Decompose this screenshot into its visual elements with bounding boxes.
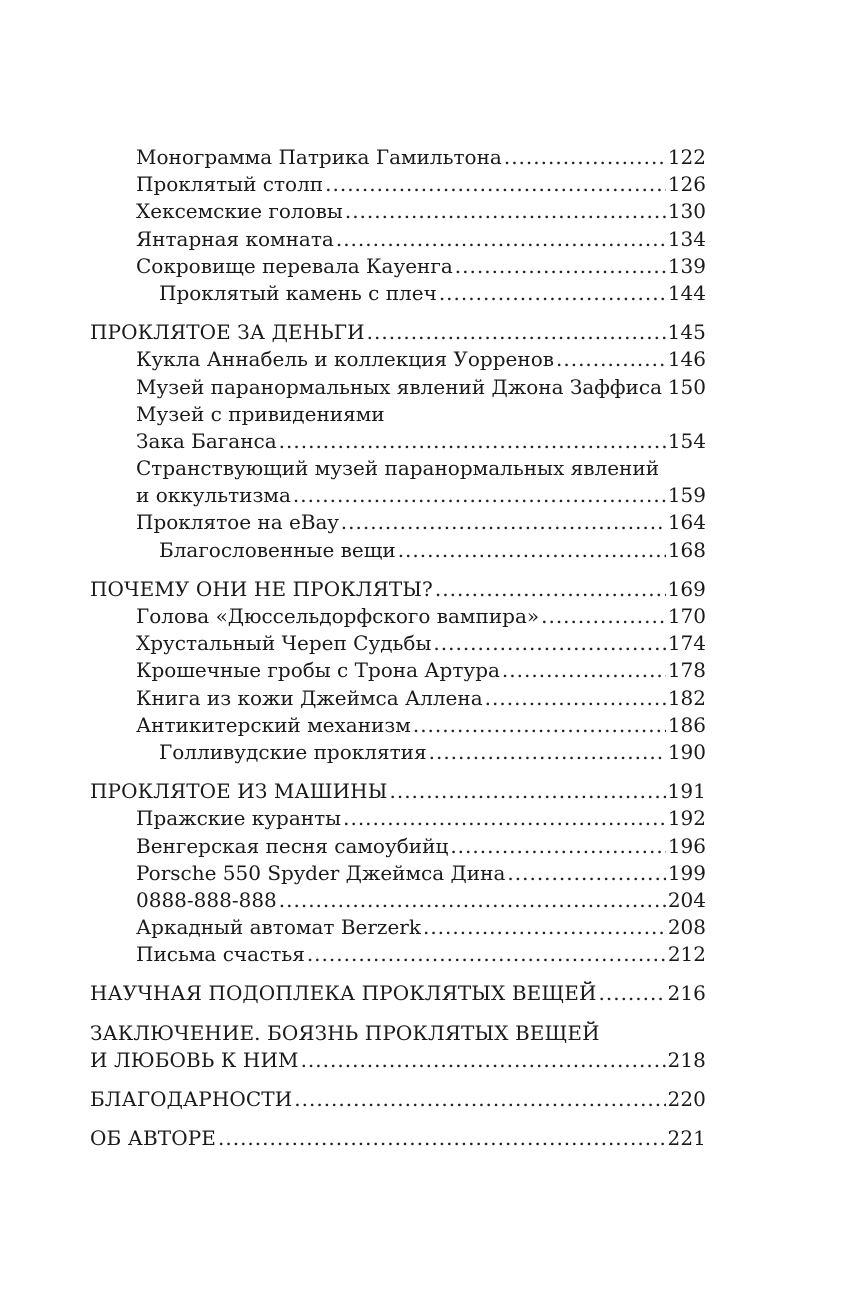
toc-page-number: 130	[667, 199, 706, 224]
toc-entry-title: НАУЧНАЯ ПОДОПЛЕКА ПРОКЛЯТЫХ ВЕЩЕЙ	[90, 981, 597, 1006]
toc-entry-title: Зака Баганса	[136, 428, 277, 453]
toc-entry[interactable]	[90, 833, 706, 860]
toc-page-number: 216	[667, 981, 706, 1006]
toc-entry[interactable]	[90, 805, 706, 832]
toc-entry-title: Монограмма Патрика Гамильтона	[136, 145, 502, 169]
dot-leader	[485, 685, 666, 712]
dot-leader	[389, 778, 665, 805]
dot-leader	[218, 1125, 666, 1152]
dot-leader	[325, 171, 666, 198]
dot-leader	[541, 603, 666, 630]
toc-chapter-entry[interactable]	[90, 980, 706, 1007]
toc-entry[interactable]	[90, 739, 706, 766]
toc-entry[interactable]	[90, 482, 706, 509]
toc-entry-title: Porsche 550 Spyder Джеймса Дина	[136, 860, 506, 885]
toc-entry[interactable]	[90, 198, 706, 225]
toc-chapter-entry[interactable]	[90, 1086, 706, 1113]
toc-page-number: 145	[667, 320, 706, 345]
toc-entry[interactable]	[90, 712, 706, 739]
toc-entry-title: Проклятый столп	[136, 172, 324, 197]
toc-page-number: 154	[667, 428, 706, 453]
toc-page-number: 220	[667, 1087, 706, 1111]
toc-chapter-entry[interactable]	[90, 1125, 706, 1152]
toc-page-number: 144	[667, 280, 706, 305]
toc-page-number: 150	[667, 374, 706, 399]
dot-leader	[413, 712, 666, 739]
toc-entry-title: ПРОКЛЯТОЕ ЗА ДЕНЬГИ	[90, 320, 365, 345]
toc-entry[interactable]	[90, 914, 706, 941]
toc-entry-title: Сокровище перевала Кауенга	[136, 253, 453, 278]
toc-entry-title: Музей с привидениями	[136, 401, 385, 426]
toc-entry-title: ПРОКЛЯТОЕ ИЗ МАШИНЫ	[90, 779, 388, 804]
toc-page-number: 196	[667, 833, 706, 858]
toc-entry-title: И ЛЮБОВЬ К НИМ	[90, 1047, 299, 1072]
dot-leader	[423, 914, 666, 941]
toc-entry-title: Книга из кожи Джеймса Аллена	[136, 685, 483, 710]
toc-entry[interactable]	[90, 374, 706, 401]
dot-leader	[504, 144, 666, 171]
toc-entry-title: Кукла Аннабель и коллекция Уорренов	[136, 347, 554, 372]
dot-leader	[307, 941, 666, 968]
toc-entry[interactable]	[90, 346, 706, 373]
toc-entry[interactable]	[90, 630, 706, 657]
toc-entry[interactable]	[90, 401, 706, 428]
toc-entry-title: ОБ АВТОРЕ	[90, 1126, 216, 1151]
toc-page-number: 164	[667, 510, 706, 535]
toc-page-number: 122	[667, 145, 706, 169]
toc-entry[interactable]	[90, 428, 706, 455]
dot-leader	[435, 576, 666, 603]
dot-leader	[279, 887, 666, 914]
toc-entry-title: Венгерская песня самоубийц	[136, 833, 449, 858]
toc-entry-title: ЗАКЛЮЧЕНИЕ. БОЯЗНЬ ПРОКЛЯТЫХ ВЕЩЕЙ	[90, 1020, 600, 1045]
toc-page-number: 168	[667, 537, 706, 562]
toc-entry-title: Крошечные гробы с Трона Артура	[136, 658, 500, 683]
dot-leader	[502, 657, 666, 684]
toc-entry[interactable]	[90, 941, 706, 968]
toc-page-number: 218	[667, 1047, 706, 1072]
toc-page-number: 146	[667, 347, 706, 372]
toc-entry-title: и оккультизма	[136, 483, 291, 508]
toc-entry-title: Антикитерский механизм	[136, 712, 411, 737]
toc-entry[interactable]	[90, 455, 706, 482]
toc-page-number: 212	[667, 942, 706, 967]
toc-page-number: 174	[667, 631, 706, 656]
dot-leader	[398, 537, 666, 564]
dot-leader	[433, 630, 665, 657]
toc-entry-title: Проклятый камень с плеч	[159, 280, 437, 305]
toc-chapter-entry[interactable]	[90, 1020, 706, 1047]
dot-leader	[439, 280, 666, 307]
dot-leader	[279, 428, 666, 455]
toc-entry-title: Аркадный автомат Berzerk	[136, 915, 421, 940]
toc-page-number: 178	[667, 658, 706, 683]
dot-leader	[336, 226, 666, 253]
toc-section	[90, 1125, 706, 1152]
toc-section	[90, 1020, 706, 1074]
toc-page-number: 190	[667, 739, 706, 764]
dot-leader	[294, 1086, 665, 1113]
toc-entry-title: ПОЧЕМУ ОНИ НЕ ПРОКЛЯТЫ?	[90, 576, 433, 601]
dot-leader	[664, 374, 666, 401]
toc-chapter-entry[interactable]	[90, 1047, 706, 1074]
toc-chapter-entry[interactable]	[90, 778, 706, 805]
toc-entry[interactable]	[90, 171, 706, 198]
toc-page-number: 170	[667, 604, 706, 628]
toc-entry[interactable]	[90, 603, 706, 630]
toc-section	[90, 576, 706, 766]
toc-entry[interactable]	[90, 657, 706, 684]
toc-section	[90, 1086, 706, 1113]
toc-section	[90, 319, 706, 564]
toc-entry-title: Голливудские проклятия	[159, 739, 427, 764]
toc-entry-title: Хексемские головы	[136, 199, 343, 224]
dot-leader	[293, 482, 666, 509]
toc-page-number: 134	[667, 226, 706, 251]
toc-entry-title: Янтарная комната	[136, 226, 334, 251]
toc-page-number: 192	[667, 806, 706, 831]
toc-entry[interactable]	[90, 144, 706, 171]
toc-entry-title: 0888-888-888	[136, 887, 277, 912]
toc-section	[90, 980, 706, 1007]
toc-entry-title: Пражские куранты	[136, 806, 342, 831]
toc-entry-title: БЛАГОДАРНОСТИ	[90, 1087, 293, 1111]
toc-page-number: 139	[667, 253, 706, 278]
dot-leader	[450, 833, 666, 860]
toc-entry[interactable]	[90, 537, 706, 564]
toc-page-number: 199	[667, 860, 706, 885]
toc-page-number: 182	[667, 685, 706, 710]
toc-entry[interactable]	[90, 253, 706, 280]
dot-leader	[367, 319, 666, 346]
toc-entry-title: Благословенные вещи	[159, 537, 396, 562]
dot-leader	[507, 860, 665, 887]
dot-leader	[599, 980, 666, 1007]
toc-entry-title: Письма счастья	[136, 942, 305, 967]
toc-entry[interactable]	[90, 860, 706, 887]
dot-leader	[301, 1047, 666, 1074]
dot-leader	[345, 198, 666, 225]
dot-leader	[429, 739, 666, 766]
toc-chapter-entry[interactable]	[90, 576, 706, 603]
toc-page-number: 186	[667, 712, 706, 737]
toc-entry[interactable]	[90, 509, 706, 536]
toc-section	[90, 144, 706, 307]
toc-page-number: 204	[667, 887, 706, 912]
dot-leader	[343, 805, 666, 832]
toc-entry-title: Голова «Дюссельдорфского вампира»	[136, 604, 540, 628]
table-of-contents	[90, 144, 706, 1164]
toc-entry-title: Проклятое на eBay	[136, 510, 339, 535]
toc-page-number: 191	[667, 779, 706, 804]
toc-page-number: 208	[667, 915, 706, 940]
dot-leader	[341, 509, 666, 536]
toc-section	[90, 778, 706, 968]
toc-entry[interactable]	[90, 887, 706, 914]
toc-page-number: 169	[667, 576, 706, 601]
dot-leader	[455, 253, 666, 280]
toc-entry[interactable]	[90, 685, 706, 712]
toc-entry-title: Странствующий музей паранормальных явлений	[136, 456, 660, 481]
toc-page-number: 126	[667, 172, 706, 197]
toc-entry[interactable]	[90, 280, 706, 307]
toc-entry-title: Хрустальный Череп Судьбы	[136, 631, 432, 656]
toc-entry-title: Музей паранормальных явлений Джона Заффиса	[136, 374, 663, 399]
dot-leader	[556, 346, 666, 373]
toc-page-number: 221	[667, 1126, 706, 1151]
toc-chapter-entry[interactable]	[90, 319, 706, 346]
toc-page-number: 159	[667, 483, 706, 508]
toc-entry[interactable]	[90, 226, 706, 253]
